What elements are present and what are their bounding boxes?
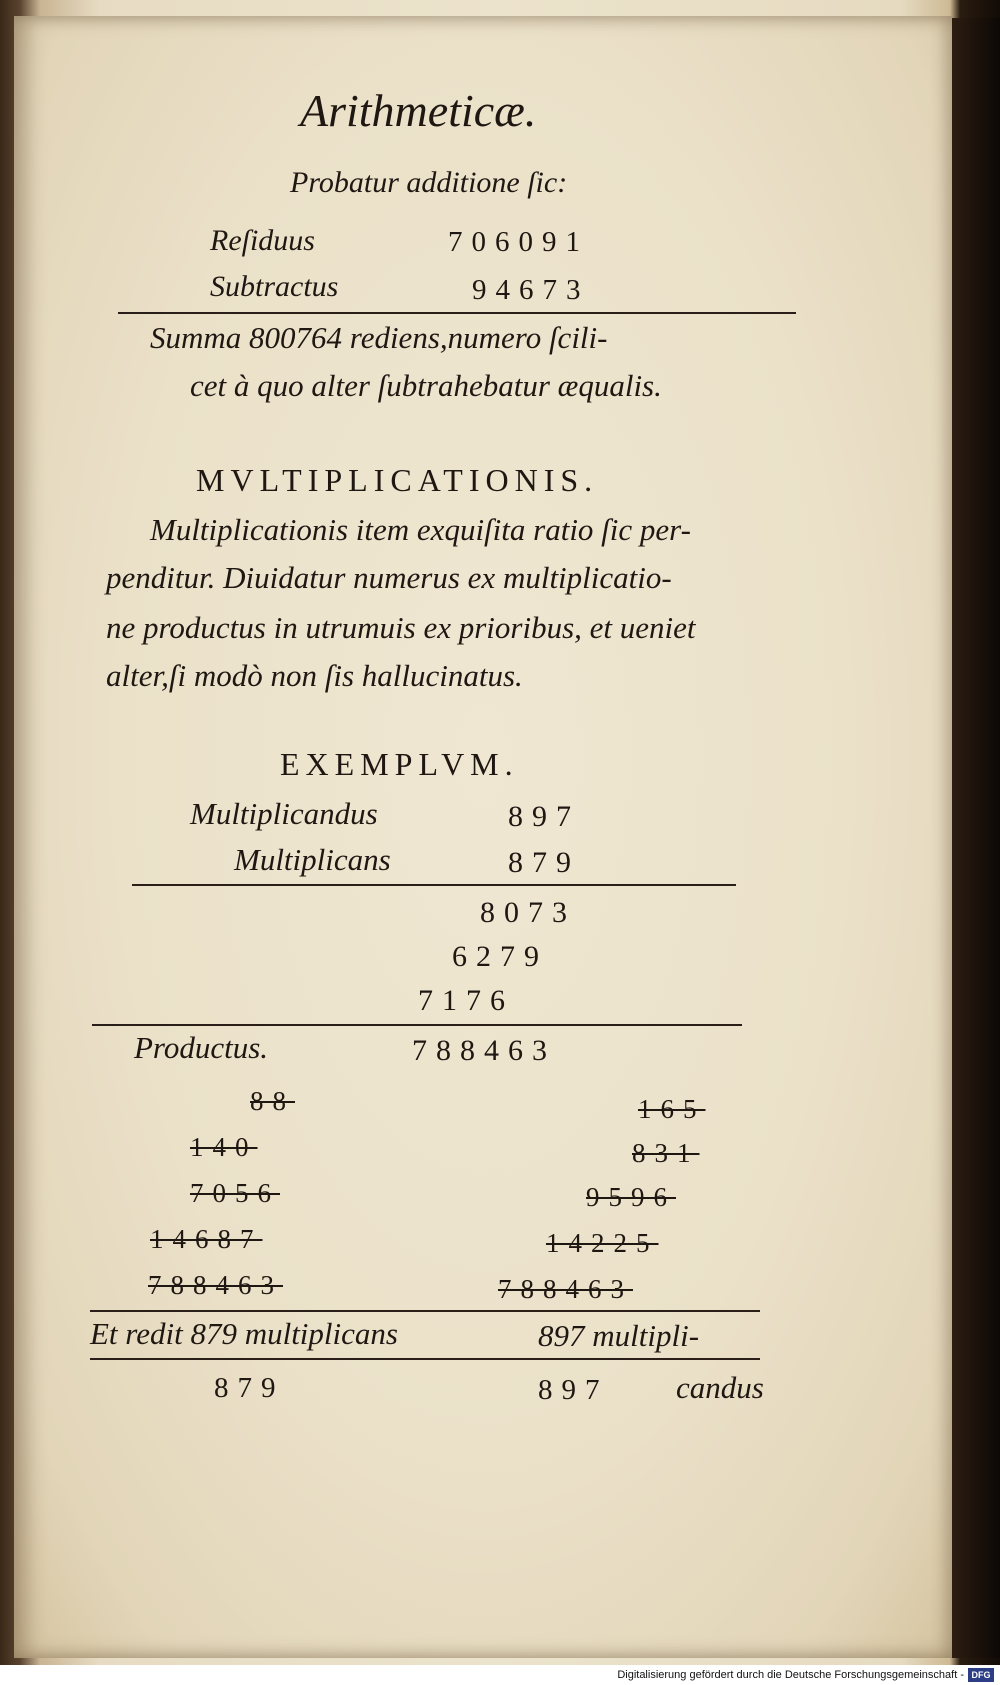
left-result: 879 — [214, 1372, 285, 1404]
left-division-row-1: 88 — [250, 1086, 295, 1116]
multiplicans-label: Multiplicans — [234, 842, 391, 877]
productus-label: Productus. — [134, 1030, 269, 1065]
productus-value: 788463 — [412, 1034, 556, 1067]
multipli-line: 897 multipli- — [538, 1318, 700, 1353]
probatio-title: Probatur additione ſic: — [290, 166, 568, 199]
left-division-row-4: 14687 — [150, 1224, 263, 1254]
section-title: MVLTIPLICATIONIS. — [196, 462, 599, 498]
page-edge — [952, 18, 1000, 1658]
paragraph-line-3: ne productus in utrumuis ex prioribus, et ueniet — [106, 610, 696, 645]
paragraph-line-2: penditur. Diuidatur numerus ex multiplicatio- — [106, 560, 672, 595]
paragraph-line-1: Multiplicationis item exquiſita ratio ſic per- — [150, 512, 691, 547]
left-division-row-5: 788463 — [148, 1270, 283, 1300]
multiplicandus-value: 897 — [508, 800, 580, 833]
right-result: 897 — [538, 1374, 609, 1406]
running-header: Arithmeticæ. — [300, 85, 537, 136]
right-division-row-2: 831 — [632, 1138, 700, 1168]
footer-credit: Digitalisierung gefördert durch die Deutsche Forschungsgemeinschaft - — [617, 1669, 964, 1681]
et-redit-line: Et redit 879 multiplicans — [90, 1316, 398, 1351]
dfg-logo: DFG — [968, 1668, 994, 1682]
summa-line-2: cet à quo alter ſubtrahebatur æqualis. — [190, 368, 662, 403]
left-division-row-3: 7056 — [190, 1178, 280, 1208]
right-division-row-3: 9596 — [586, 1182, 676, 1212]
partial-product-1: 8073 — [480, 896, 576, 929]
residuus-label: Reſiduus — [210, 224, 315, 257]
paragraph-line-4: alter,ſi modò non ſis hallucinatus. — [106, 658, 523, 693]
partial-product-2: 6279 — [452, 940, 548, 973]
exemplum-title: EXEMPLVM. — [280, 746, 519, 782]
product-rule — [92, 1024, 742, 1026]
result-rule — [90, 1358, 760, 1360]
partial-product-3: 7176 — [418, 984, 514, 1017]
addition-rule — [118, 312, 796, 314]
multiplicandus-label: Multiplicandus — [190, 796, 378, 831]
right-division-row-5: 788463 — [498, 1274, 633, 1304]
digitization-footer — [0, 1665, 1000, 1685]
subtractus-label: Subtractus — [210, 270, 339, 303]
book-page — [14, 16, 952, 1658]
residuus-value: 706091 — [448, 226, 589, 258]
division-rule — [90, 1310, 760, 1312]
right-division-row-1: 165 — [638, 1094, 706, 1124]
left-division-row-2: 140 — [190, 1132, 258, 1162]
summa-line-1: Summa 800764 rediens,numero ſcili- — [150, 320, 608, 355]
subtractus-value: 94673 — [472, 274, 590, 306]
candus-word: candus — [676, 1370, 764, 1405]
multiplication-rule — [132, 884, 736, 886]
multiplicans-value: 879 — [508, 846, 580, 879]
right-division-row-4: 14225 — [546, 1228, 659, 1258]
